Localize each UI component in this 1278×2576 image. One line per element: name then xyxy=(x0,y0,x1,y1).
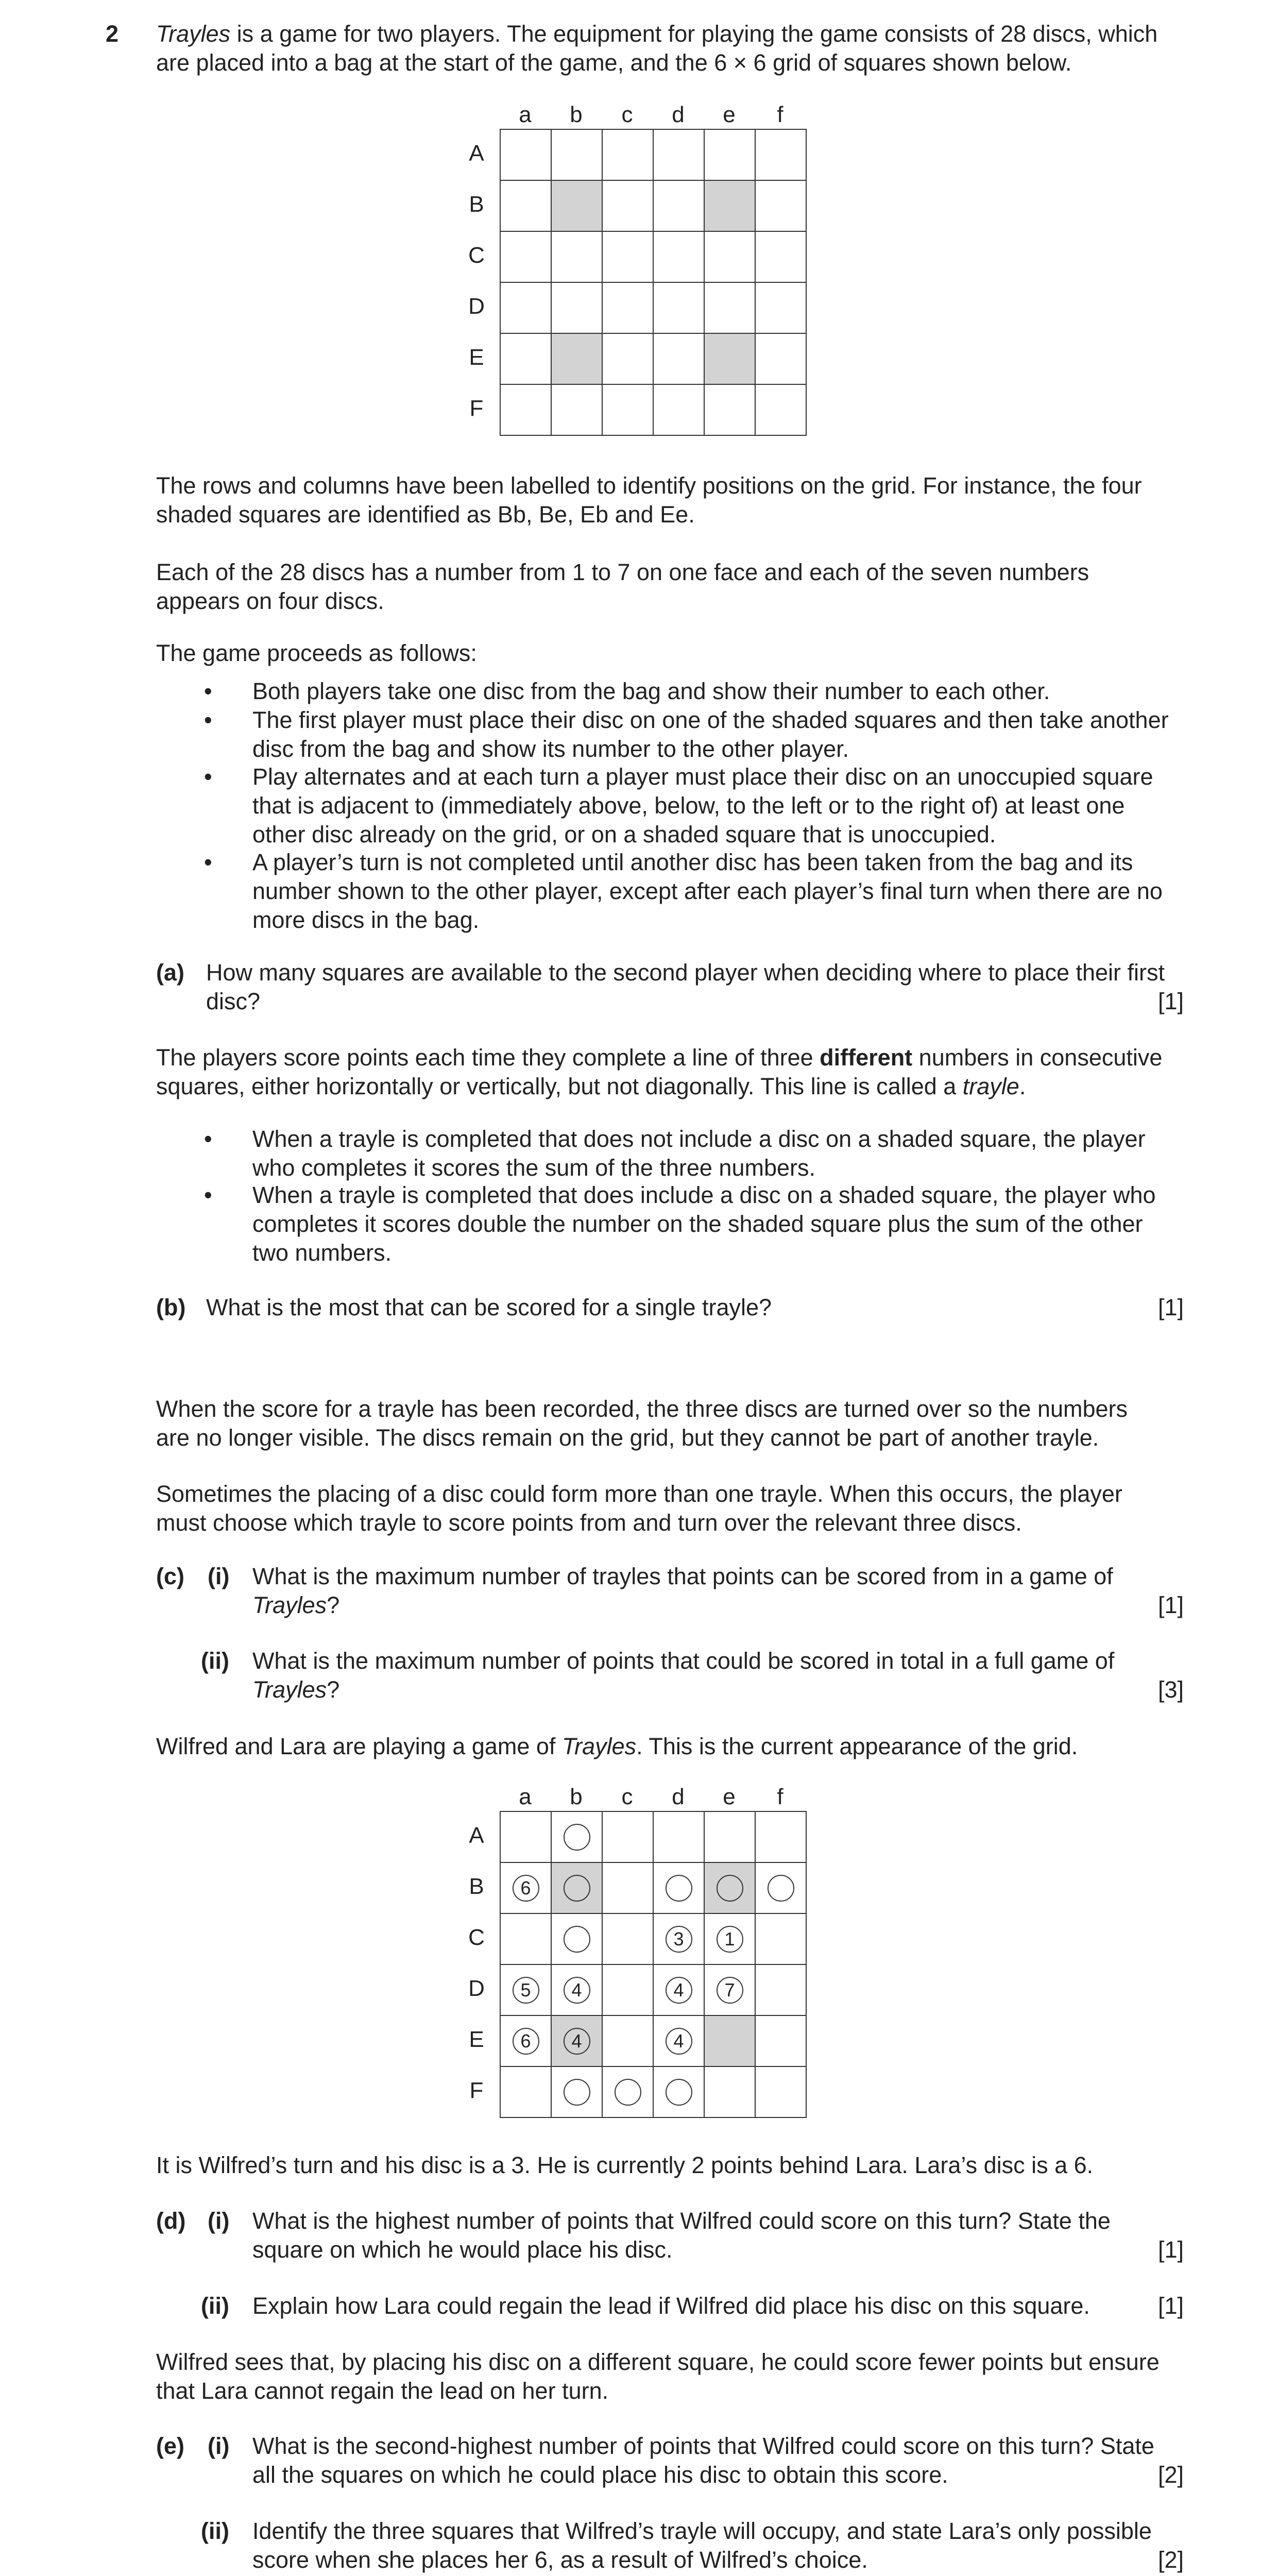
column-label-d: d xyxy=(672,102,685,127)
grid-square-Ad xyxy=(653,1811,705,1863)
disc-Fd-overturned xyxy=(666,2079,692,2106)
part-e-label: (e) xyxy=(156,2433,184,2459)
grid-square-Fd xyxy=(653,384,705,436)
part-e-i-label: (i) xyxy=(208,2433,230,2459)
game-title: Trayles xyxy=(561,1733,637,1759)
part-b-marks: [1] xyxy=(1157,1294,1184,1320)
grid-square-Ae xyxy=(704,1811,756,1863)
game-title: Trayles xyxy=(252,1676,327,1703)
grid-square-Ee xyxy=(704,333,756,385)
part-d-i-label: (i) xyxy=(208,2208,230,2234)
disc-Be-overturned xyxy=(717,1875,743,1902)
question-line: square on which he would place his disc. xyxy=(252,2236,673,2263)
question-line: score when she places her 6, as a result of Wilfred’s choice. xyxy=(252,2547,868,2573)
paragraph-line: must choose which trayle to score points from and turn over the relevant three discs. xyxy=(156,1510,1022,1536)
disc-Bd-overturned xyxy=(666,1875,692,1902)
disc-Eb-numbered: 4 xyxy=(564,2028,590,2055)
grid-square-Cf xyxy=(755,231,807,283)
question-line: What is the highest number of points that Wilfred could score on this turn? State the xyxy=(252,2208,1111,2234)
scoring-line-2 xyxy=(156,1072,1184,1101)
question-line xyxy=(252,1591,1184,1620)
intro-paragraph xyxy=(156,20,1184,77)
column-label-b: b xyxy=(570,102,583,127)
term-trayle: trayle xyxy=(962,1073,1019,1099)
disc-Da-numbered: 5 xyxy=(513,1977,539,2004)
grid-square-Fc xyxy=(602,384,654,436)
grid-square-Ed xyxy=(653,333,705,385)
scoring-paragraph xyxy=(156,1043,1184,1101)
rule-line: completes it scores double the number on the shaded square plus the sum of the other xyxy=(252,1211,1143,1237)
row-label-A: A xyxy=(469,141,484,166)
row-label-C: C xyxy=(468,243,485,268)
scoring-rule-2 xyxy=(252,1181,1184,1267)
question-line: What is the second-highest number of points that Wilfred could score on this turn? State xyxy=(252,2433,1154,2459)
paragraph-discs xyxy=(156,558,1184,616)
intro-line-1-text: is a game for two players. The equipment for playing the game consists of 28 discs, which xyxy=(230,21,1158,47)
question-line: What is the maximum number of points that could be scored in total in a full game of xyxy=(252,1648,1115,1674)
part-c-ii-question xyxy=(252,1647,1184,1704)
paragraph-current-grid xyxy=(156,1732,1184,1761)
rule-line: number shown to the other player, except after each player’s final turn when there are no xyxy=(252,878,1163,904)
bullet: • xyxy=(204,1126,212,1152)
question-line: How many squares are available to the second player when deciding where to place their first xyxy=(206,959,1165,986)
paragraph-line: are no longer visible. The discs remain on the grid, but they cannot be part of another trayle. xyxy=(156,1425,1099,1451)
disc-Dd-numbered: 4 xyxy=(666,1977,692,2004)
paragraph-line xyxy=(156,1732,1184,1761)
grid-square-Df xyxy=(755,282,807,334)
grid-square-Fa xyxy=(500,2066,552,2118)
part-c-i-question xyxy=(252,1562,1184,1620)
bullet: • xyxy=(204,849,212,875)
paragraph-labels xyxy=(156,471,1184,529)
grid-square-De xyxy=(704,282,756,334)
disc-Fb-overturned xyxy=(564,2079,590,2106)
grid-square-Bf xyxy=(755,180,807,232)
paragraph-line: When the score for a trayle has been recorded, the three discs are turned over so the numbers xyxy=(156,1396,1128,1422)
part-d-ii-label: (ii) xyxy=(201,2293,229,2319)
rule-2 xyxy=(252,706,1184,764)
scoring-line-1 xyxy=(156,1043,1184,1072)
grid-square-Fa xyxy=(500,384,552,436)
rule-line: disc from the bag and show its number to the other player. xyxy=(252,736,849,762)
grid-square-Dc xyxy=(602,282,654,334)
rule-line: that is adjacent to (immediately above, below, to the left or to the right of) at least one xyxy=(252,792,1125,819)
rule-4 xyxy=(252,848,1184,935)
grid-square-Ce xyxy=(704,231,756,283)
grid-square-Ee xyxy=(704,2015,756,2067)
column-label-a: a xyxy=(519,1784,532,1809)
paragraph-line: Sometimes the placing of a disc could form more than one trayle. When this occurs, the player xyxy=(156,1481,1122,1507)
part-d-label: (d) xyxy=(156,2208,186,2234)
text: ? xyxy=(327,1676,340,1703)
column-label-c: c xyxy=(621,102,633,127)
rule-3 xyxy=(252,762,1184,849)
rule-line: Both players take one disc from the bag and show their number to each other. xyxy=(252,678,1050,704)
grid-square-Cb xyxy=(551,231,603,283)
row-label-F: F xyxy=(469,2078,484,2103)
disc-Db-numbered: 4 xyxy=(564,1977,590,2004)
part-e-ii-question xyxy=(252,2517,1184,2574)
game-title: Trayles xyxy=(156,21,231,47)
part-a-question xyxy=(206,958,1184,1016)
grid-square-Ef xyxy=(755,333,807,385)
text: . This is the current appearance of the grid. xyxy=(636,1733,1078,1759)
grid-square-Ac xyxy=(602,129,654,181)
text: . xyxy=(1019,1073,1026,1099)
grid-square-Eb xyxy=(551,333,603,385)
paragraph-line: shaded squares are identified as Bb, Be, Eb and Ee. xyxy=(156,501,695,528)
part-d-ii-marks: [1] xyxy=(1157,2293,1184,2319)
question-line: What is the maximum number of trayles that points can be scored from in a game of xyxy=(252,1563,1113,1589)
column-label-e: e xyxy=(723,102,736,127)
disc-Ea-numbered: 6 xyxy=(513,2028,539,2055)
grid-square-Af xyxy=(755,129,807,181)
rule-1 xyxy=(252,677,1184,706)
grid-square-Cf xyxy=(755,1913,807,1965)
column-label-c: c xyxy=(621,1784,633,1809)
game-title: Trayles xyxy=(252,1592,327,1618)
question-line: all the squares on which he could place his disc to obtain this score. xyxy=(252,2462,948,2488)
grid-square-Da xyxy=(500,282,552,334)
column-label-e: e xyxy=(723,1784,736,1809)
disc-Ce-numbered: 1 xyxy=(717,1926,743,1953)
disc-Ba-numbered: 6 xyxy=(513,1875,539,1902)
grid-square-Dd xyxy=(653,282,705,334)
rule-line: The first player must place their disc on one of the shaded squares and then take another xyxy=(252,707,1169,733)
row-label-E: E xyxy=(469,345,484,370)
proceeds-heading: The game proceeds as follows: xyxy=(156,640,477,666)
grid-square-Be xyxy=(704,180,756,232)
grid-square-Ff xyxy=(755,2066,807,2118)
intro-line-2: are placed into a bag at the start of the game, and the 6 × 6 grid of squares shown below. xyxy=(156,49,1072,76)
rule-line: Play alternates and at each turn a player must place their disc on an unoccupied square xyxy=(252,764,1153,790)
grid-square-Ae xyxy=(704,129,756,181)
row-label-C: C xyxy=(468,1925,485,1950)
question-line: disc? xyxy=(206,988,261,1014)
part-b-question: What is the most that can be scored for a single trayle? xyxy=(206,1294,772,1320)
column-label-d: d xyxy=(672,1784,685,1809)
disc-Ab-overturned xyxy=(564,1824,590,1851)
bullet: • xyxy=(204,1182,212,1208)
column-label-b: b xyxy=(570,1784,583,1809)
grid-square-Bd xyxy=(653,180,705,232)
grid-square-Ca xyxy=(500,1913,552,1965)
question-number: 2 xyxy=(106,21,119,47)
grid-square-Cc xyxy=(602,231,654,283)
grid-square-Ec xyxy=(602,2015,654,2067)
text: ? xyxy=(327,1592,340,1618)
paragraph-multiple-trayles xyxy=(156,1480,1184,1537)
disc-Cd-numbered: 3 xyxy=(666,1926,692,1953)
column-label-f: f xyxy=(777,102,783,127)
grid-square-Ad xyxy=(653,129,705,181)
grid-square-Aa xyxy=(500,1811,552,1863)
part-d-ii-question: Explain how Lara could regain the lead if Wilfred did place his disc on this square. xyxy=(252,2293,1090,2319)
paragraph-line: The rows and columns have been labelled to identify positions on the grid. For instance, the four xyxy=(156,472,1142,499)
grid-square-Df xyxy=(755,1964,807,2016)
grid-square-Ab xyxy=(551,129,603,181)
part-a-label: (a) xyxy=(156,959,184,986)
row-label-D: D xyxy=(468,1976,485,2001)
bullet: • xyxy=(204,707,212,733)
disc-Bf-overturned xyxy=(768,1875,794,1902)
rule-line: When a trayle is completed that does not include a disc on a shaded square, the player xyxy=(252,1126,1146,1152)
grid-square-Fe xyxy=(704,2066,756,2118)
row-label-E: E xyxy=(469,2027,484,2052)
disc-De-numbered: 7 xyxy=(717,1977,743,2004)
intro-line-1 xyxy=(156,20,1184,48)
row-label-B: B xyxy=(469,1874,484,1899)
text: numbers in consecutive xyxy=(912,1044,1163,1071)
row-label-D: D xyxy=(468,294,485,319)
paragraph-line: appears on four discs. xyxy=(156,588,384,614)
question-line: Identify the three squares that Wilfred’s trayle will occupy, and state Lara’s only possible xyxy=(252,2518,1152,2544)
part-c-ii-label: (ii) xyxy=(201,1648,229,1674)
part-c-label: (c) xyxy=(156,1563,184,1589)
part-e-i-marks: [2] xyxy=(1157,2462,1184,2488)
row-label-B: B xyxy=(469,192,484,217)
grid-square-Cd xyxy=(653,231,705,283)
question-line xyxy=(252,1675,1184,1704)
text: Wilfred and Lara are playing a game of xyxy=(156,1733,562,1759)
part-c-i-label: (i) xyxy=(208,1563,230,1589)
scoring-rule-1 xyxy=(252,1125,1184,1182)
grid-square-Bc xyxy=(602,1862,654,1914)
part-e-i-question xyxy=(252,2432,1184,2489)
grid-square-Aa xyxy=(500,129,552,181)
grid-square-Dc xyxy=(602,1964,654,2016)
grid-square-Fb xyxy=(551,384,603,436)
part-c-ii-marks: [3] xyxy=(1157,1676,1184,1703)
paragraph-line: Wilfred sees that, by placing his disc on a different square, he could score fewer points but ensure xyxy=(156,2349,1160,2375)
grid-square-Bb xyxy=(551,180,603,232)
part-c-i-marks: [1] xyxy=(1157,1592,1184,1618)
grid-square-Fe xyxy=(704,384,756,436)
rule-line: who completes it scores the sum of the three numbers. xyxy=(252,1155,816,1181)
row-label-A: A xyxy=(469,1823,484,1848)
grid-square-Db xyxy=(551,282,603,334)
paragraph-wilfred-turn: It is Wilfred’s turn and his disc is a 3. He is currently 2 points behind Lara. Lara’s disc is a 6. xyxy=(156,2152,1094,2178)
part-d-i-marks: [1] xyxy=(1157,2236,1184,2263)
grid-square-Ac xyxy=(602,1811,654,1863)
part-d-i-question xyxy=(252,2207,1184,2264)
rule-line: When a trayle is completed that does include a disc on a shaded square, the player who xyxy=(252,1182,1156,1208)
rule-line: A player’s turn is not completed until another disc has been taken from the bag and its xyxy=(252,849,1133,875)
grid-square-Ba xyxy=(500,180,552,232)
rule-line: other disc already on the grid, or on a shaded square that is unoccupied. xyxy=(252,821,996,848)
part-b-label: (b) xyxy=(156,1294,186,1320)
paragraph-line: that Lara cannot regain the lead on her turn. xyxy=(156,2378,609,2404)
disc-Cb-overturned xyxy=(564,1926,590,1953)
text: squares, either horizontally or vertically, but not diagonally. This line is called a xyxy=(156,1073,963,1099)
disc-Fc-overturned xyxy=(615,2079,641,2106)
bullet: • xyxy=(204,678,212,704)
paragraph-different-square xyxy=(156,2348,1184,2405)
disc-Ed-numbered: 4 xyxy=(666,2028,692,2055)
grid-square-Ff xyxy=(755,384,807,436)
text: The players score points each time they complete a line of three xyxy=(156,1044,820,1071)
row-label-F: F xyxy=(469,396,484,421)
paragraph-line: Each of the 28 discs has a number from 1 to 7 on one face and each of the seven numbers xyxy=(156,559,1089,585)
grid-square-Ef xyxy=(755,2015,807,2067)
part-e-ii-marks: [2] xyxy=(1157,2547,1184,2573)
grid-square-Cc xyxy=(602,1913,654,1965)
part-e-ii-label: (ii) xyxy=(201,2518,229,2544)
bullet: • xyxy=(204,764,212,790)
column-label-a: a xyxy=(519,102,532,127)
grid-square-Ec xyxy=(602,333,654,385)
part-a-marks: [1] xyxy=(1157,988,1184,1014)
grid-square-Ea xyxy=(500,333,552,385)
paragraph-turned-over xyxy=(156,1395,1184,1452)
emphasis-different: different xyxy=(820,1044,913,1071)
column-label-f: f xyxy=(777,1784,783,1809)
grid-square-Bc xyxy=(602,180,654,232)
grid-square-Ca xyxy=(500,231,552,283)
disc-Bb-overturned xyxy=(564,1875,590,1902)
rule-line: more discs in the bag. xyxy=(252,907,480,933)
rule-line: two numbers. xyxy=(252,1240,392,1266)
grid-square-Af xyxy=(755,1811,807,1863)
